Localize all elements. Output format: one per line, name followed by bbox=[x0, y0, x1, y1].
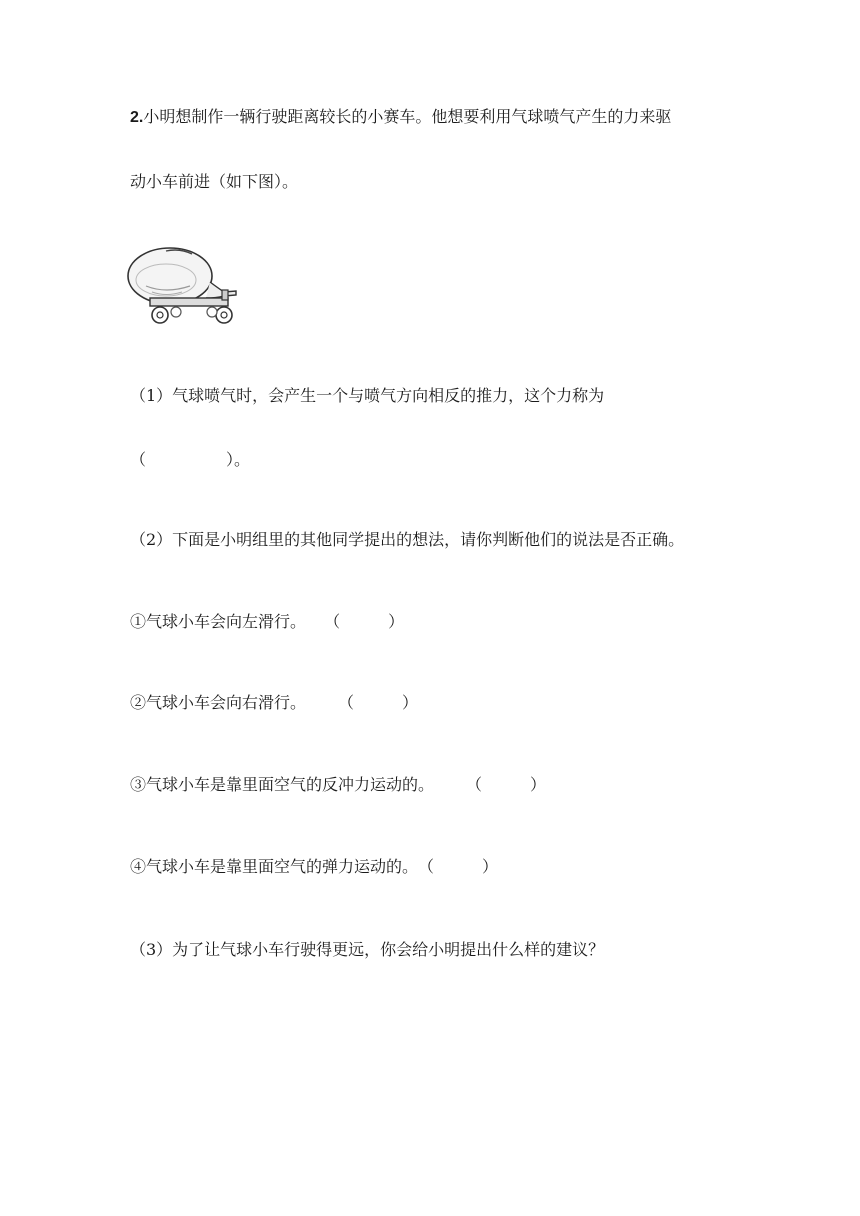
part-3-prompt: （3）为了让气球小车行驶得更远，你会给小明提出什么样的建议？ bbox=[130, 940, 605, 959]
statement-3: ③气球小车是靠里面空气的反冲力运动的。 （ ） bbox=[130, 775, 547, 794]
part-2-prompt: （2）下面是小明组里的其他同学提出的想法，请你判断他们的说法是否正确。 bbox=[130, 530, 685, 549]
balloon-car-illustration bbox=[126, 240, 250, 330]
part-1-line-1: （1）气球喷气时，会产生一个与喷气方向相反的推力，这个力称为 bbox=[130, 386, 605, 405]
statement-4: ④气球小车是靠里面空气的弹力运动的。 （ ） bbox=[130, 857, 499, 876]
part-1-answer-blank: （ ）。 bbox=[130, 450, 251, 469]
question-number: 2. bbox=[130, 109, 144, 126]
question-intro-line-1: 2.小明想制作一辆行驶距离较长的小赛车。他想要利用气球喷气产生的力来驱 bbox=[130, 107, 672, 126]
question-intro-line-2: 动小车前进（如下图）。 bbox=[130, 172, 299, 191]
statement-1: ①气球小车会向左滑行。 （ ） bbox=[130, 612, 405, 631]
statement-2: ②气球小车会向右滑行。 （ ） bbox=[130, 693, 419, 712]
